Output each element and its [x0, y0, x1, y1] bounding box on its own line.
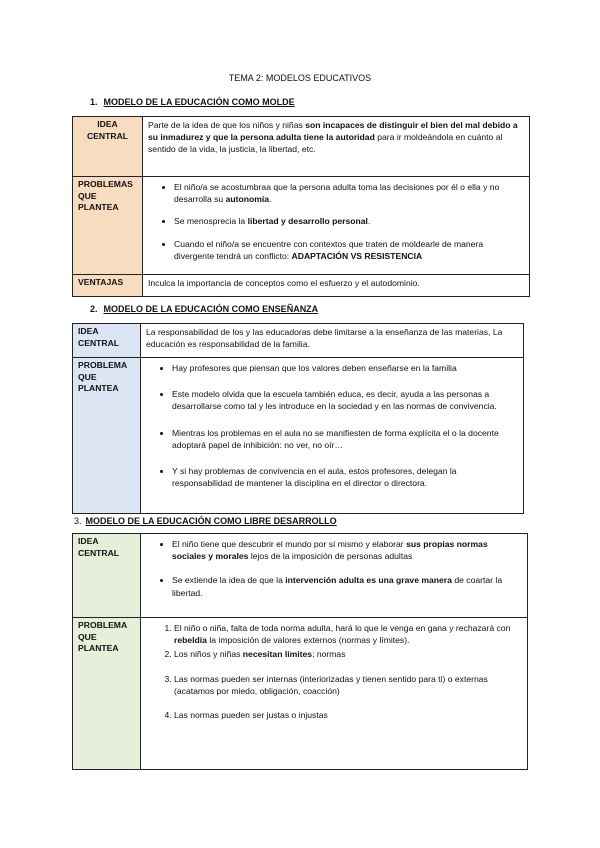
section-2-heading	[90, 303, 318, 316]
section-number: 2.	[90, 304, 98, 314]
row-content	[141, 534, 528, 618]
list-item: • Se extiende la idea de que la intervención adulta es una grave manera de coartar la libertad.	[172, 574, 522, 598]
row-content: Inculca la importancia de conceptos como el esfuerzo y el autodominio.	[143, 275, 530, 297]
section-title: MODELO DE LA EDUCACIÓN COMO MOLDE	[103, 97, 295, 107]
list-item: • El niño tiene que descubrir el mundo por sí mismo y elaborar sus propias normas sociales y morales lejos de la imposición de personas adultas	[172, 538, 522, 562]
list-item: • Se menosprecia la libertad y desarrollo personal.	[174, 215, 524, 227]
table-row	[73, 324, 524, 358]
row-content	[143, 177, 530, 275]
list-item: • Cuando el niño/a se encuentre con contextos que traten de moldearle de manera divergente tendrá un conflicto: ADAPTACIÓN VS RESISTENCIA	[174, 238, 524, 262]
row-label: PROBLEMA QUE PLANTEA	[73, 618, 141, 770]
list-item: • Hay profesores que piensan que los valores deben enseñarse en la familia	[172, 362, 518, 374]
section-number: 3.	[74, 516, 82, 526]
table-row	[73, 534, 528, 618]
table-molde	[72, 116, 530, 297]
table-row	[73, 117, 530, 177]
list-item: 4. Las normas pueden ser justas o injustas	[174, 709, 522, 721]
list-item: • Este modelo olvida que la escuela también educa, es decir, ayuda a las personas a desarrollarse como tal y les introduce en la sociedad y en las normas de convivencia.	[172, 388, 518, 412]
idea-central-text: Parte de la idea de que los niños y niñas son incapaces de distinguir el bien del mal debido a su inmadurez y que la persona adulta tiene la autoridad para ir moldeándola en cuánto al sentido de la vida, la justicia, la libertad, etc.	[148, 120, 518, 155]
row-label: PROBLEMA QUE PLANTEA	[73, 358, 141, 514]
section-1-heading	[90, 96, 295, 109]
list-item: 1. El niño o niña, falta de toda norma adulta, hará lo que le venga en gana y rechazará con rebeldía la imposición de valores externos (normas y límites).	[174, 622, 522, 646]
section-title: MODELO DE LA EDUCACIÓN COMO LIBRE DESARROLLO	[85, 516, 337, 526]
row-content	[141, 618, 528, 770]
list-item: • Mientras los problemas en el aula no se manifiesten de forma explícita el o la docente adoptará papel de inhibición: no ver, no oír…	[172, 427, 518, 451]
row-content: La responsabilidad de los y las educadoras debe limitarse a la enseñanza de las materias, La educación es responsabilidad de la familia.	[141, 324, 524, 358]
row-label: IDEA CENTRAL	[73, 534, 141, 618]
section-number: 1.	[90, 97, 98, 107]
list-item: • Y si hay problemas de convivencia en el aula, estos profesores, delegan la responsabilidad de mantener la disciplina en el director o directora.	[172, 465, 518, 489]
row-content	[143, 117, 530, 177]
table-libre-desarrollo	[72, 533, 528, 770]
row-label: PROBLEMAS QUE PLANTEA	[73, 177, 143, 275]
row-content	[141, 358, 524, 514]
list-item: 2. Los niños y niñas necesitan límites; normas	[174, 648, 522, 660]
list-item: 3. Las normas pueden ser internas (interiorizadas y tienen sentido para ti) o externas (acatamos por miedo, obligación, coacción)	[174, 673, 522, 697]
table-row	[73, 618, 528, 770]
section-3-heading	[74, 515, 337, 528]
section-title: MODELO DE LA EDUCACIÓN COMO ENSEÑANZA	[103, 304, 319, 314]
table-row	[73, 275, 530, 297]
table-ensenanza	[72, 323, 524, 514]
table-row	[73, 358, 524, 514]
row-label: IDEA CENTRAL	[73, 324, 141, 358]
list-item: • El niño/a se acostumbraa que la persona adulta toma las decisiones por él o ella y no desarrolla su autonomía.	[174, 181, 524, 205]
table-row	[73, 177, 530, 275]
row-label: VENTAJAS	[73, 275, 143, 297]
page-title: TEMA 2: MODELOS EDUCATIVOS	[228, 73, 372, 83]
row-label: IDEA CENTRAL	[73, 117, 143, 177]
